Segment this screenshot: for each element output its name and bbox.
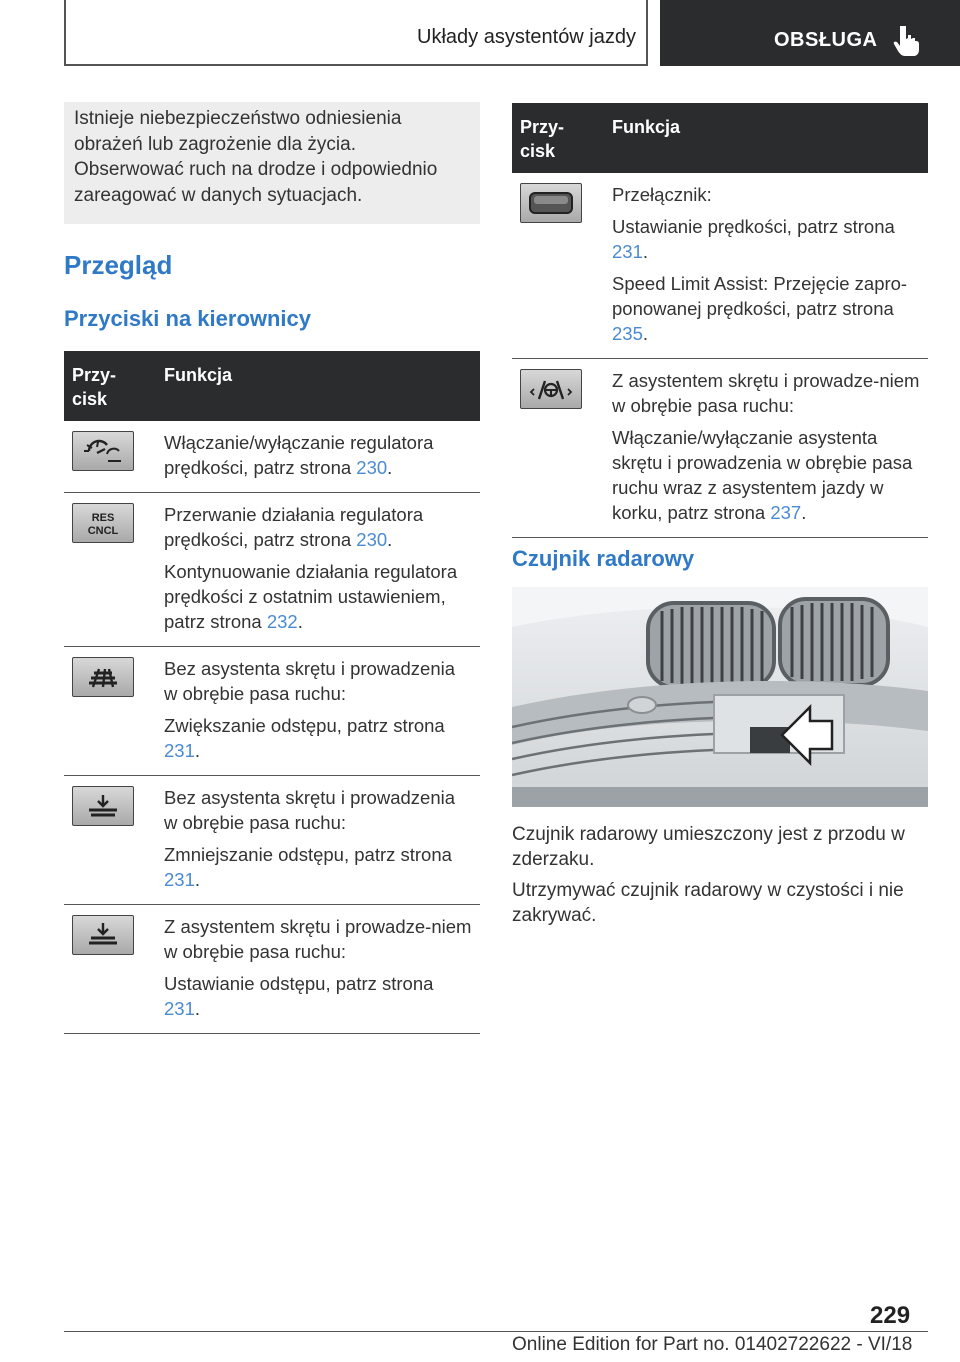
- page-number: 229: [870, 1302, 911, 1329]
- hand-pointer-icon: [892, 24, 922, 56]
- distance-increase-icon[interactable]: [72, 657, 134, 697]
- col-button-header: Przy- cisk: [512, 103, 604, 173]
- car-front-radar-sensor-photo: [512, 587, 928, 807]
- radar-sensor-heading: Czujnik radarowy: [512, 546, 695, 571]
- table-row: Bez asystenta skrętu i prowadzenia w obrębie pasa ruchu: Zmniejszanie odstępu, patrz strona 231.: [64, 776, 480, 905]
- warning-box: Istnieje niebezpieczeństwo odniesienia obrażeń lub zagrożenie dla życia. Obserwować ruch na drodze i odpowiednio zareagować w danych sytuacjach.: [64, 102, 480, 224]
- steering-buttons-heading: Przyciski na kierownicy: [64, 306, 312, 331]
- distance-set-icon[interactable]: [72, 915, 134, 955]
- table-header-row: [512, 103, 928, 173]
- cruise-control-icon[interactable]: [72, 431, 134, 471]
- table-row: Włączanie/wyłączanie regulatora prędkości, patrz strona 230.: [64, 421, 480, 493]
- radar-care-note: Utrzymywać czujnik radarowy w czystości i nie zakrywać.: [512, 880, 904, 926]
- edition-note: Online Edition for Part no. 01402722622 - VI/18: [512, 1334, 913, 1355]
- footer-rule: [64, 1331, 928, 1332]
- page-ref-link[interactable]: 231: [164, 869, 195, 890]
- svg-text:CNCL: CNCL: [87, 525, 119, 537]
- page-ref-link[interactable]: 231: [612, 241, 643, 262]
- distance-decrease-icon[interactable]: [72, 786, 134, 826]
- page-ref-link[interactable]: 232: [266, 611, 298, 632]
- col-function-header: Funkcja: [156, 351, 480, 421]
- table-row: Z asystentem skrętu i prowadze-niem w obrębie pasa ruchu: Włączanie/wyłączanie asystenta skrętu i prowadzenia w obrębie pasa ruchu wraz z asystentem jazdy w korku, patrz strona 237.: [512, 359, 928, 538]
- page-ref-link[interactable]: 230: [356, 529, 388, 550]
- col-button-header: Przy- cisk: [64, 351, 156, 421]
- page-ref-link[interactable]: 230: [356, 457, 388, 478]
- chapter-tab-label: OBSŁUGA: [774, 29, 878, 51]
- page-ref-link[interactable]: 235: [612, 323, 643, 344]
- section-title: Układy asystentów jazdy: [417, 26, 636, 48]
- chapter-tab[interactable]: [660, 0, 960, 66]
- steering-buttons-table: [64, 351, 480, 1034]
- table-row: Bez asystenta skrętu i prowadzenia w obrębie pasa ruchu: Zwiększanie odstępu, patrz strona 231.: [64, 647, 480, 776]
- steering-buttons-table-continued: [512, 103, 928, 538]
- header-rule-right: [646, 0, 648, 66]
- table-header-row: [64, 351, 480, 421]
- overview-heading: Przegląd: [64, 250, 173, 280]
- table-row: RES CNCL Przerwanie działania regulatora prędkości, patrz strona 230. Kontynuowanie działania regulatora prędkości z ostatnim ustawieniem, patrz strona 232.: [64, 493, 480, 647]
- radar-description: Czujnik radarowy umieszczony jest z przodu w zderzaku.: [512, 824, 905, 870]
- svg-text:RES: RES: [91, 512, 115, 524]
- table-row: Przełącznik: Ustawianie prędkości, patrz strona 231. Speed Limit Assist: Przejęcie zapro-ponowanej prędkości, patrz strona 235.: [512, 173, 928, 359]
- page-ref-link[interactable]: 237: [770, 502, 802, 523]
- header-rule-bottom: [64, 64, 648, 66]
- rocker-switch-icon[interactable]: [520, 183, 582, 223]
- steering-lane-assist-icon[interactable]: [520, 369, 582, 409]
- col-function-header: Funkcja: [604, 103, 928, 173]
- table-row: Z asystentem skrętu i prowadze-niem w obrębie pasa ruchu: Ustawianie odstępu, patrz strona 231.: [64, 905, 480, 1034]
- res-cncl-icon[interactable]: [72, 503, 134, 543]
- page-ref-link[interactable]: 231: [164, 740, 195, 761]
- page-ref-link[interactable]: 231: [164, 998, 195, 1019]
